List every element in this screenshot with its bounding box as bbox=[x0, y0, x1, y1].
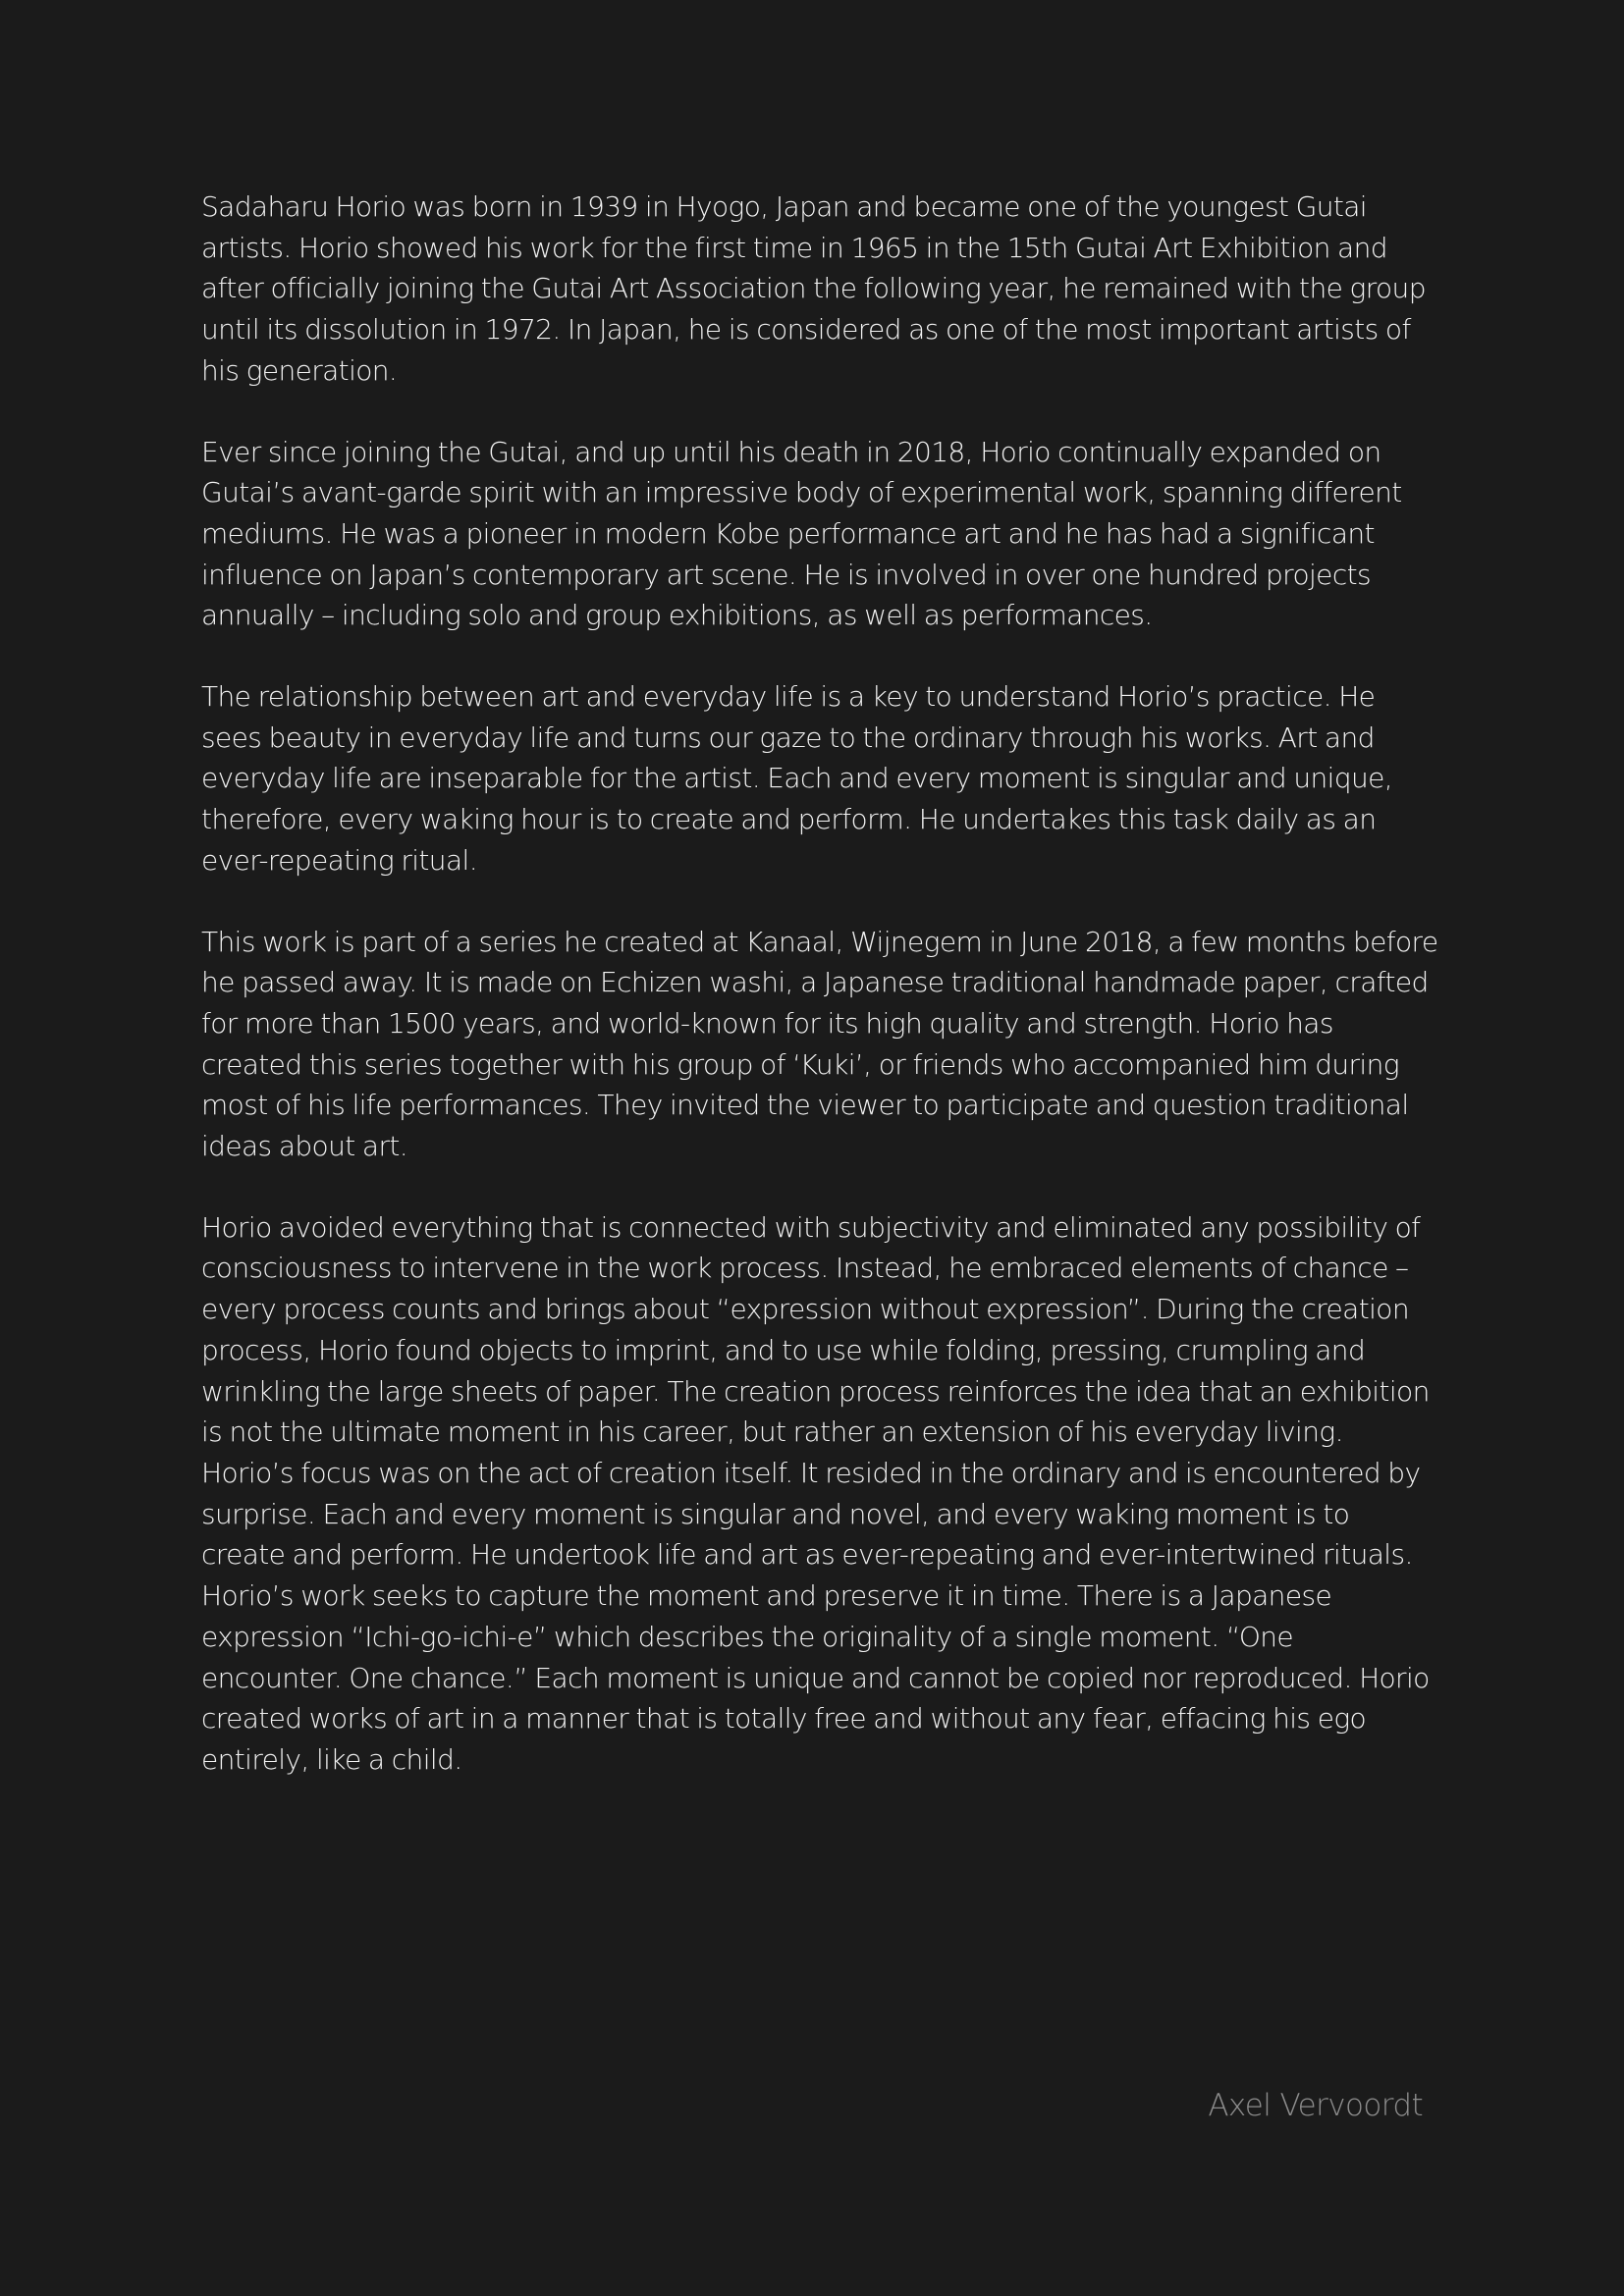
signature: Axel Vervoordt bbox=[1208, 2088, 1423, 2123]
paragraph-4: This work is part of a series he created at Kanaal, Wijnegem in June 2018, a few months before he passed away. It is made on Echizen washi, a Japanese traditional handmade paper, crafted for more than 1500 years, and world-known for its high quality and strength. Horio has created this series together with his group of ‘Kuki’, or friends who accompanied him during most of his life performances. They invited the viewer to participate and question traditional ideas about art. bbox=[201, 925, 1438, 1163]
paragraph-3: The relationship between art and everyday life is a key to understand Horio’s practice. He sees beauty in everyday life and turns our gaze to the ordinary through his works. Art and everyday life are inseparable for the artist. Each and every moment is singular and unique, therefore, every waking hour is to create and perform. He undertakes this task daily as an ever-repeating ritual. bbox=[201, 680, 1393, 877]
paragraph-1: Sadaharu Horio was born in 1939 in Hyogo, Japan and became one of the youngest Gutai artists. Horio showed his work for the first time in 1965 in the 15th Gutai Art Exhibition and after officially joining the Gutai Art Association the following year, he remained with the group until its dissolution in 1972. In Japan, he is considered as one of the most important artists of his generation. bbox=[201, 190, 1426, 387]
paragraph-2: Ever since joining the Gutai, and up until his death in 2018, Horio continually expanded on Gutai’s avant-garde spirit with an impressive body of experimental work, spanning different mediums. He was a pioneer in modern Kobe performance art and he has had a significant influence on Japan’s contemporary art scene. He is involved in over one hundred projects annually – including solo and group exhibitions, as well as performances. bbox=[201, 435, 1402, 632]
paragraph-5: Horio avoided everything that is connected with subjectivity and eliminated any possibility of consciousness to intervene in the work process. Instead, he embraced elements of chance – every process counts and brings about “expression without expression”. During the creation process, Horio found objects to imprint, and to use while folding, pressing, crumpling and wrinkling the large sheets of paper. The creation process reinforces the idea that an exhibition is not the ultimate moment in his career, but rather an extension of his everyday living. Horio’s focus was on the act of creation itself. It resided in the ordinary and is encountered by surprise. Each and every moment is singular and novel, and every waking moment is to create and perform. He undertook life and art as ever-repeating and ever-intertwined rituals. Horio’s work seeks to capture the moment and preserve it in time. There is a Japanese expression “Ichi-go-ichi-e” which describes the originality of a single moment. “One encounter. One chance.” Each moment is unique and cannot be copied nor reproduced. Horio created works of art in a manner that is totally free and without any fear, effacing his ego entirely, like a child. bbox=[201, 1210, 1430, 1776]
document-body bbox=[201, 187, 1438, 1821]
